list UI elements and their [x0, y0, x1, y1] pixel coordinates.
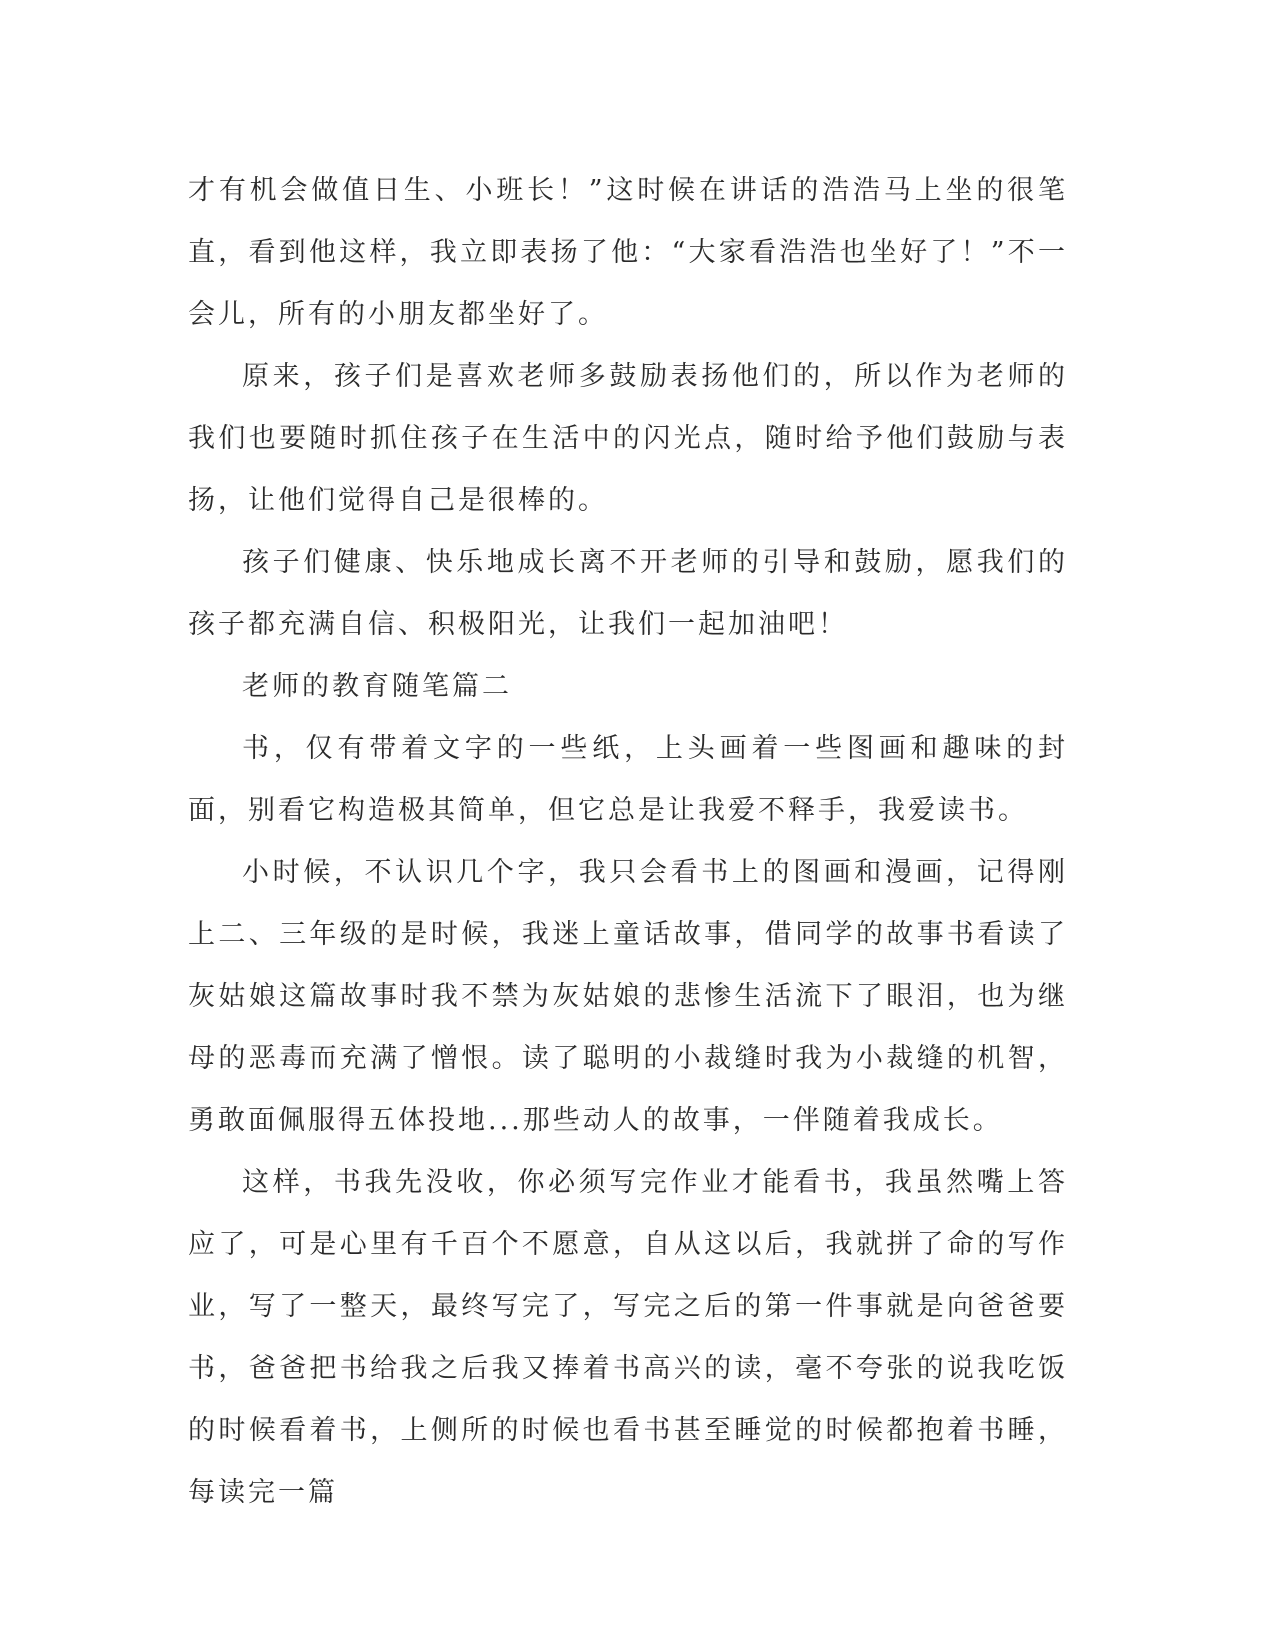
paragraph-1: 才有机会做值日生、小班长！”这时候在讲话的浩浩马上坐的很笔直，看到他这样，我立即表扬了他：“大家看浩浩也坐好了！”不一会儿，所有的小朋友都坐好了。: [188, 175, 1068, 330]
paragraph-5: 小时候，不认识几个字，我只会看书上的图画和漫画，记得刚上二、三年级的是时候，我迷上童话故事，借同学的故事书看读了灰姑娘这篇故事时我不禁为灰姑娘的悲惨生活流下了眼泪，也为继母的恶毒而充满了憎恨。读了聪明的小裁缝时我为小裁缝的机智，勇敢面佩服得五体投地...那些动人的故事，一伴随着我成长。: [188, 857, 1068, 1136]
paragraph-6: 这样，书我先没收，你必须写完作业才能看书，我虽然嘴上答应了，可是心里有千百个不愿意，自从这以后，我就拼了命的写作业，写了一整天，最终写完了，写完之后的第一件事就是向爸爸要书，爸爸把书给我之后我又捧着书高兴的读，毫不夸张的说我吃饭的时候看着书，上侧所的时候也看书甚至睡觉的时候都抱着书睡，每读完一篇: [188, 1167, 1068, 1508]
document-body: [188, 160, 1068, 1524]
paragraph-3: 孩子们健康、快乐地成长离不开老师的引导和鼓励，愿我们的孩子都充满自信、积极阳光，让我们一起加油吧！: [188, 547, 1068, 640]
paragraph-4: 书，仅有带着文字的一些纸，上头画着一些图画和趣味的封面，别看它构造极其简单，但它总是让我爱不释手，我爱读书。: [188, 733, 1068, 826]
paragraph-2: 原来，孩子们是喜欢老师多鼓励表扬他们的，所以作为老师的我们也要随时抓住孩子在生活中的闪光点，随时给予他们鼓励与表扬，让他们觉得自己是很棒的。: [188, 361, 1068, 516]
section-heading: 老师的教育随笔篇二: [242, 671, 512, 702]
